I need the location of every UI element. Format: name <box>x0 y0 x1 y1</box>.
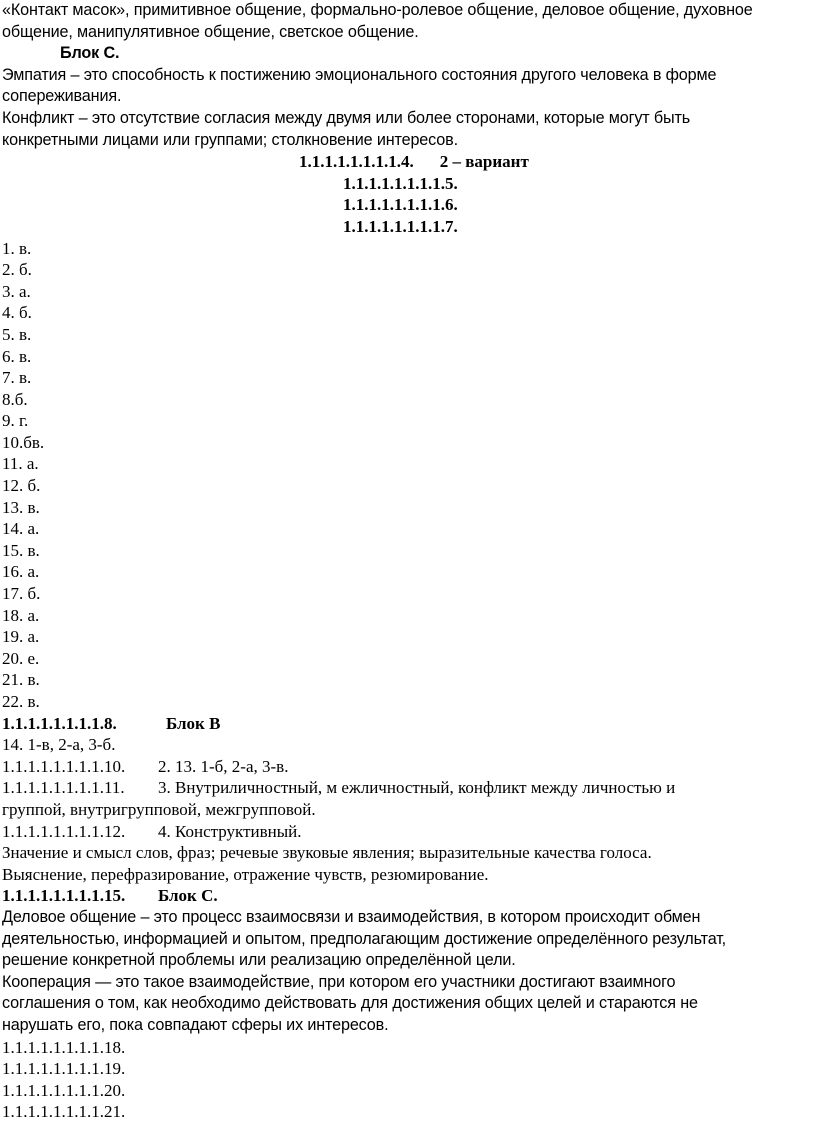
list-item: 2. б. <box>2 260 32 280</box>
answer-row-12 <box>2 821 816 843</box>
text-line: общение, манипулятивное общение, светское общение. <box>2 22 419 41</box>
list-item: 1. в. <box>2 238 32 258</box>
list-item: 17. б. <box>2 584 41 604</box>
tail-number: 1.1.1.1.1.1.1.1.18. <box>2 1037 126 1057</box>
list-item: 8.б. <box>2 389 28 409</box>
text-line: решение конкретной проблемы или реализацию определённой цели. <box>2 951 516 970</box>
row-text: 3. Внутриличностный, м ежличностный, конфликт между личностью и <box>158 778 676 798</box>
row-number: 1.1.1.1.1.1.1.1.12. <box>2 821 126 841</box>
block-c-heading: Блок С. <box>60 44 120 63</box>
row-text: 2. 13. 1-б, 2-а, 3-в. <box>158 756 289 776</box>
conflict-definition: Конфликт – это отсутствие согласия между двумя или более сторонами, которые могут быть <box>2 108 691 127</box>
text-line: «Контакт масок», примитивное общение, формально-ролевое общение, деловое общение, духовное <box>2 1 753 19</box>
list-item: 6. в. <box>2 346 32 366</box>
list-item: 4. б. <box>2 303 32 323</box>
tail-number: 1.1.1.1.1.1.1.1.21. <box>2 1102 126 1122</box>
answer-row-11-cont: группой, внутригрупповой, межгрупповой. <box>2 799 316 819</box>
block-c2-label: Блок С. <box>158 886 218 906</box>
business-definition: Деловое общение – это процесс взаимосвязи и взаимодействия, в котором происходит обмен <box>2 907 701 926</box>
row-number: 1.1.1.1.1.1.1.1.11. <box>2 778 125 798</box>
answer-14: 14. 1-в, 2-а, 3-б. <box>2 735 116 755</box>
list-item: 3. а. <box>2 281 31 301</box>
list-item: 12. б. <box>2 476 41 496</box>
answer-row-10 <box>2 756 816 778</box>
list-item: 10.бв. <box>2 432 45 452</box>
answer-list <box>2 238 816 713</box>
list-item: 7. в. <box>2 368 32 388</box>
variant-label: 2 – вариант <box>439 152 529 172</box>
list-item: 13. в. <box>2 497 40 517</box>
list-item: 21. в. <box>2 670 40 690</box>
centered-number: 1.1.1.1.1.1.1.1.6. <box>343 195 458 215</box>
list-item: 19. а. <box>2 627 40 647</box>
block-c2-number: 1.1.1.1.1.1.1.1.15. <box>2 886 126 906</box>
centered-number: 1.1.1.1.1.1.1.1.5. <box>343 173 458 193</box>
variant-heading <box>2 151 816 173</box>
centered-number: 1.1.1.1.1.1.1.1.7. <box>343 216 458 236</box>
tail-number: 1.1.1.1.1.1.1.1.19. <box>2 1059 126 1079</box>
cooperation-definition: Кооперация — это такое взаимодействие, при котором его участники достигают взаимного <box>2 972 676 991</box>
row-text: 4. Конструктивный. <box>158 821 302 841</box>
tail-number: 1.1.1.1.1.1.1.1.20. <box>2 1080 126 1100</box>
block-b-label: Блок В <box>166 713 221 733</box>
block-b-number: 1.1.1.1.1.1.1.1.8. <box>2 713 117 733</box>
list-item: 11. а. <box>2 454 39 474</box>
list-item: 5. в. <box>2 324 32 344</box>
text-line: Значение и смысл слов, фраз; речевые звуковые явления; выразительные качества голоса. <box>2 843 652 863</box>
text-line: конкретными лицами или группами; столкновение интересов. <box>2 130 458 149</box>
block-b-heading <box>2 713 816 735</box>
list-item: 15. в. <box>2 540 40 560</box>
text-line: нарушать его, пока совпадают сферы их интересов. <box>2 1015 389 1034</box>
text-line: деятельностью, информацией и опытом, предполагающим достижение определённого результат, <box>2 929 727 948</box>
list-item: 22. в. <box>2 692 40 711</box>
block-c2-heading <box>2 885 816 907</box>
answer-row-11 <box>2 777 816 799</box>
row-number: 1.1.1.1.1.1.1.1.10. <box>2 756 126 776</box>
text-line: сопереживания. <box>2 87 122 106</box>
list-item: 14. а. <box>2 519 40 539</box>
empathy-definition: Эмпатия – это способность к постижению эмоционального состояния другого человека в форме <box>2 65 717 84</box>
variant-number: 1.1.1.1.1.1.1.1.4. <box>299 152 414 172</box>
list-item: 9. г. <box>2 411 29 431</box>
list-item: 20. е. <box>2 648 40 668</box>
text-line: соглашения о том, как необходимо действовать для достижения общих целей и стараются не <box>2 994 698 1013</box>
list-item: 16. а. <box>2 562 40 582</box>
text-line: Выяснение, перефразирование, отражение чувств, резюмирование. <box>2 864 489 884</box>
list-item: 18. а. <box>2 605 40 625</box>
